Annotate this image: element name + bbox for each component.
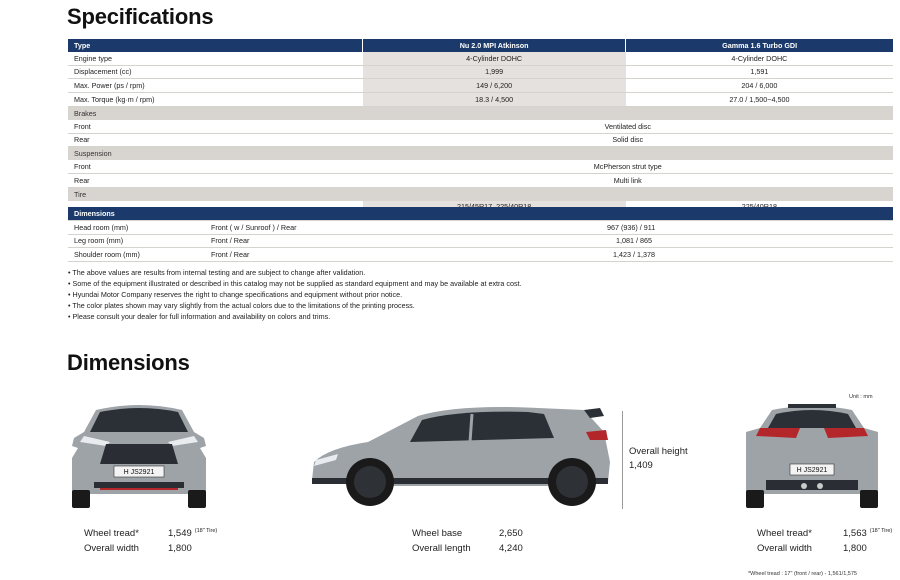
front-tread-note: (18" Tire) xyxy=(194,528,218,534)
front-width-label: Overall width xyxy=(84,543,139,554)
table-row xyxy=(68,93,893,107)
car-side-view xyxy=(308,402,618,510)
row-label: Displacement (cc) xyxy=(68,65,363,79)
gamma-value: 27.0 / 1,500~4,500 xyxy=(626,93,893,107)
wheelbase-value: 2,650 xyxy=(499,528,523,539)
height-label: Overall height xyxy=(629,446,688,457)
row-sublabel: Front / Rear xyxy=(205,248,451,262)
rear-width-label: Overall width xyxy=(757,543,812,554)
table-row xyxy=(68,79,893,93)
license-plate-front: H JS2921 xyxy=(123,469,155,476)
section-title: Brakes xyxy=(68,106,893,119)
car-front-view xyxy=(66,402,212,510)
row-label: Front xyxy=(68,120,363,133)
row-label: Max. Torque (kg·m / rpm) xyxy=(68,93,363,107)
section-title: Tire xyxy=(68,187,893,200)
nu-value: 4-Cylinder DOHC xyxy=(363,52,626,65)
dimensions-table xyxy=(68,207,893,262)
section-row-brakes xyxy=(68,106,893,119)
table-row xyxy=(68,52,893,65)
table-row xyxy=(68,173,893,187)
gamma-value: 1,591 xyxy=(626,65,893,79)
spec-header-row xyxy=(68,39,893,52)
front-width-value: 1,800 xyxy=(168,543,192,554)
section-row-suspension xyxy=(68,147,893,160)
brakes-front-value: Ventilated disc xyxy=(363,120,894,133)
unit-label: Unit : mm xyxy=(849,394,873,400)
nu-value: 1,999 xyxy=(363,65,626,79)
suspension-front-value: McPherson strut type xyxy=(363,160,894,173)
note-line: • Please consult your dealer for full information and availability on colors and trims. xyxy=(68,312,331,321)
row-label: Leg room (mm) xyxy=(68,234,205,248)
length-value: 4,240 xyxy=(499,543,523,554)
nu-value: 149 / 6,200 xyxy=(363,79,626,93)
car-rear-view xyxy=(742,402,882,510)
section-title: Suspension xyxy=(68,147,893,160)
height-value: 1,409 xyxy=(629,460,653,471)
front-tread-label: Wheel tread* xyxy=(84,528,139,539)
table-row xyxy=(68,133,893,147)
specifications-title: Specifications xyxy=(67,4,214,29)
table-row xyxy=(68,248,893,262)
row-value: 1,423 / 1,378 xyxy=(451,248,893,262)
nu-value: 18.3 / 4,500 xyxy=(363,93,626,107)
brakes-rear-value: Solid disc xyxy=(363,133,894,147)
gamma-value: 4-Cylinder DOHC xyxy=(626,52,893,65)
row-label: Shoulder room (mm) xyxy=(68,248,205,262)
note-line: • The above values are results from internal testing and are subject to change after validation. xyxy=(68,268,366,277)
note-line: • The color plates shown may vary slightly from the actual colors due to the limitations of the printing process. xyxy=(68,301,415,310)
length-label: Overall length xyxy=(412,543,471,554)
gamma-value: 204 / 6,000 xyxy=(626,79,893,93)
row-label: Max. Power (ps / rpm) xyxy=(68,79,363,93)
row-sublabel: Front / Rear xyxy=(205,234,451,248)
table-row xyxy=(68,120,893,133)
row-value: 967 (936) / 911 xyxy=(451,220,893,234)
table-row xyxy=(68,220,893,234)
wheelbase-label: Wheel base xyxy=(412,528,463,539)
row-value: 1,081 / 865 xyxy=(451,234,893,248)
overall-height-line xyxy=(622,411,623,509)
row-label: Rear xyxy=(68,133,363,147)
row-label: Engine type xyxy=(68,52,363,65)
rear-tread-label: Wheel tread* xyxy=(757,528,812,539)
table-row xyxy=(68,234,893,248)
row-label: Front xyxy=(68,160,363,173)
wheel-tread-footnote: *Wheel tread : 17" (front / rear) - 1,561/1,575 xyxy=(748,571,857,577)
row-label: Head room (mm) xyxy=(68,220,205,234)
rear-width-value: 1,800 xyxy=(843,543,867,554)
suspension-rear-value: Multi link xyxy=(363,173,894,187)
rear-tread-value-wrap xyxy=(843,528,892,539)
license-plate-rear: H JS2921 xyxy=(796,467,828,474)
note-line: • Hyundai Motor Company reserves the right to change specifications and equipment without prior notice. xyxy=(68,290,403,299)
section-row-tire xyxy=(68,187,893,200)
row-label: Rear xyxy=(68,173,363,187)
front-tread-value-wrap xyxy=(168,528,217,539)
gamma-engine-header: Gamma 1.6 Turbo GDI xyxy=(626,39,893,52)
specifications-table xyxy=(68,39,893,214)
nu-engine-header: Nu 2.0 MPI Atkinson xyxy=(363,39,626,52)
rear-tread-value: 1,563 xyxy=(843,528,867,539)
dimensions-title: Dimensions xyxy=(67,350,190,375)
table-row xyxy=(68,65,893,79)
type-header: Type xyxy=(68,39,363,52)
front-tread-value: 1,549 xyxy=(168,528,192,539)
row-sublabel: Front ( w / Sunroof ) / Rear xyxy=(205,220,451,234)
table-row xyxy=(68,160,893,173)
note-line: • Some of the equipment illustrated or described in this catalog may not be supplied as standard equipment and may be available at extra cost. xyxy=(68,279,522,288)
dimensions-table-title: Dimensions xyxy=(68,207,893,220)
dimensions-header-row xyxy=(68,207,893,220)
rear-tread-note: (18" Tire) xyxy=(869,528,893,534)
spec-notes xyxy=(68,267,522,322)
